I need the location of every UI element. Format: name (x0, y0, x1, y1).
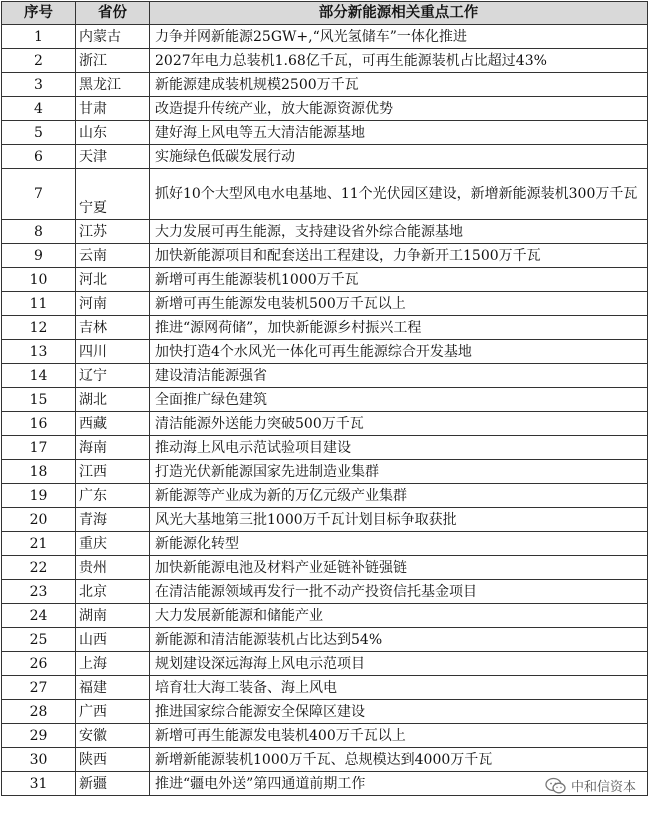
cell-index: 26 (2, 652, 76, 676)
cell-province: 河南 (76, 292, 150, 316)
cell-work: 新能源化转型 (150, 532, 648, 556)
cell-index: 24 (2, 604, 76, 628)
table-row (2, 580, 648, 604)
cell-work: 加快打造4个水风光一体化可再生能源综合开发基地 (150, 340, 648, 364)
cell-index: 25 (2, 628, 76, 652)
table-row (2, 628, 648, 652)
cell-province: 甘肃 (76, 97, 150, 121)
cell-province: 北京 (76, 580, 150, 604)
cell-index: 31 (2, 772, 76, 796)
cell-index: 20 (2, 508, 76, 532)
table-row (2, 316, 648, 340)
cell-work: 新能源和清洁能源装机占比达到54% (150, 628, 648, 652)
cell-work: 推进国家综合能源安全保障区建设 (150, 700, 648, 724)
cell-work: 力争并网新能源25GW+,“风光氢储车”一体化推进 (150, 25, 648, 49)
table-header-row (2, 2, 648, 25)
table-body (2, 25, 648, 796)
cell-index: 28 (2, 700, 76, 724)
table-row (2, 700, 648, 724)
cell-province: 新疆 (76, 772, 150, 796)
cell-work: 新能源建成装机规模2500万千瓦 (150, 73, 648, 97)
cell-index: 2 (2, 49, 76, 73)
cell-work: 新增新能源装机1000万千瓦、总规模达到4000万千瓦 (150, 748, 648, 772)
table-row (2, 268, 648, 292)
cell-province: 福建 (76, 676, 150, 700)
cell-province: 辽宁 (76, 364, 150, 388)
header-index: 序号 (2, 2, 76, 25)
table-row (2, 436, 648, 460)
table-row (2, 121, 648, 145)
watermark-text: 中和信资本 (570, 780, 636, 795)
header-work: 部分新能源相关重点工作 (150, 2, 648, 25)
table-row (2, 556, 648, 580)
table-row (2, 748, 648, 772)
table-row (2, 460, 648, 484)
cell-work: 新增可再生能源发电装机400万千瓦以上 (150, 724, 648, 748)
table-row (2, 532, 648, 556)
cell-index: 18 (2, 460, 76, 484)
cell-work: 新能源等产业成为新的万亿元级产业集群 (150, 484, 648, 508)
table-row (2, 49, 648, 73)
cell-province: 江西 (76, 460, 150, 484)
cell-province: 重庆 (76, 532, 150, 556)
cell-work: 推进“源网荷储”，加快新能源乡村振兴工程 (150, 316, 648, 340)
cell-province: 贵州 (76, 556, 150, 580)
cell-index: 16 (2, 412, 76, 436)
table-row (2, 244, 648, 268)
cell-work: 规划建设深远海海上风电示范项目 (150, 652, 648, 676)
table-row (2, 484, 648, 508)
cell-province: 湖南 (76, 604, 150, 628)
table-row (2, 604, 648, 628)
cell-work: 加快新能源电池及材料产业延链补链强链 (150, 556, 648, 580)
cell-province: 湖北 (76, 388, 150, 412)
cell-province: 安徽 (76, 724, 150, 748)
cell-work: 推进“疆电外送”第四通道前期工作 (150, 772, 648, 796)
cell-province: 宁夏 (76, 169, 150, 220)
table-row (2, 292, 648, 316)
cell-index: 14 (2, 364, 76, 388)
cell-work: 培育壮大海工装备、海上风电 (150, 676, 648, 700)
cell-index: 21 (2, 532, 76, 556)
cell-province: 浙江 (76, 49, 150, 73)
cell-work: 加快新能源项目和配套送出工程建设，力争新开工1500万千瓦 (150, 244, 648, 268)
cell-index: 5 (2, 121, 76, 145)
cell-work: 清洁能源外送能力突破500万千瓦 (150, 412, 648, 436)
cell-index: 17 (2, 436, 76, 460)
cell-index: 27 (2, 676, 76, 700)
cell-index: 23 (2, 580, 76, 604)
cell-province: 广西 (76, 700, 150, 724)
cell-index: 9 (2, 244, 76, 268)
cell-work: 实施绿色低碳发展行动 (150, 145, 648, 169)
cell-work: 大力发展新能源和储能产业 (150, 604, 648, 628)
cell-province: 天津 (76, 145, 150, 169)
header-province: 省份 (76, 2, 150, 25)
cell-province: 西藏 (76, 412, 150, 436)
cell-work: 新增可再生能源发电装机500万千瓦以上 (150, 292, 648, 316)
cell-work: 建好海上风电等五大清洁能源基地 (150, 121, 648, 145)
table-row (2, 388, 648, 412)
cell-province: 山东 (76, 121, 150, 145)
cell-province: 云南 (76, 244, 150, 268)
table-row (2, 676, 648, 700)
cell-work: 大力发展可再生能源，支持建设省外综合能源基地 (150, 220, 648, 244)
table-row (2, 364, 648, 388)
cell-index: 13 (2, 340, 76, 364)
cell-province: 吉林 (76, 316, 150, 340)
cell-work: 风光大基地第三批1000万千瓦计划目标争取获批 (150, 508, 648, 532)
cell-index: 3 (2, 73, 76, 97)
table-row (2, 652, 648, 676)
cell-work: 抓好10个大型风电水电基地、11个光伏园区建设，新增新能源装机300万千瓦 (150, 169, 648, 220)
watermark (545, 776, 636, 795)
wechat-icon (545, 777, 567, 795)
table-row (2, 220, 648, 244)
cell-index: 30 (2, 748, 76, 772)
table-row (2, 25, 648, 49)
table-row (2, 508, 648, 532)
cell-province: 四川 (76, 340, 150, 364)
cell-index: 6 (2, 145, 76, 169)
cell-province: 内蒙古 (76, 25, 150, 49)
cell-index: 8 (2, 220, 76, 244)
cell-index: 19 (2, 484, 76, 508)
table-row (2, 169, 648, 220)
cell-index: 15 (2, 388, 76, 412)
energy-work-table (1, 1, 648, 796)
table-row (2, 145, 648, 169)
cell-index: 11 (2, 292, 76, 316)
table-row (2, 97, 648, 121)
cell-index: 29 (2, 724, 76, 748)
cell-province: 黑龙江 (76, 73, 150, 97)
cell-work: 改造提升传统产业，放大能源资源优势 (150, 97, 648, 121)
table-row (2, 340, 648, 364)
cell-index: 12 (2, 316, 76, 340)
cell-province: 江苏 (76, 220, 150, 244)
cell-work: 打造光伏新能源国家先进制造业集群 (150, 460, 648, 484)
cell-index: 4 (2, 97, 76, 121)
table-row (2, 73, 648, 97)
cell-index: 22 (2, 556, 76, 580)
cell-work: 建设清洁能源强省 (150, 364, 648, 388)
cell-province: 上海 (76, 652, 150, 676)
cell-index: 1 (2, 25, 76, 49)
cell-index: 7 (2, 169, 76, 220)
cell-province: 海南 (76, 436, 150, 460)
cell-work: 2027年电力总装机1.68亿千瓦，可再生能源装机占比超过43% (150, 49, 648, 73)
table-row (2, 724, 648, 748)
cell-province: 广东 (76, 484, 150, 508)
cell-work: 全面推广绿色建筑 (150, 388, 648, 412)
cell-work: 在清洁能源领域再发行一批不动产投资信托基金项目 (150, 580, 648, 604)
cell-index: 10 (2, 268, 76, 292)
cell-province: 河北 (76, 268, 150, 292)
cell-work: 新增可再生能源装机1000万千瓦 (150, 268, 648, 292)
cell-province: 陕西 (76, 748, 150, 772)
table-row (2, 412, 648, 436)
cell-work: 推动海上风电示范试验项目建设 (150, 436, 648, 460)
cell-province: 青海 (76, 508, 150, 532)
cell-province: 山西 (76, 628, 150, 652)
